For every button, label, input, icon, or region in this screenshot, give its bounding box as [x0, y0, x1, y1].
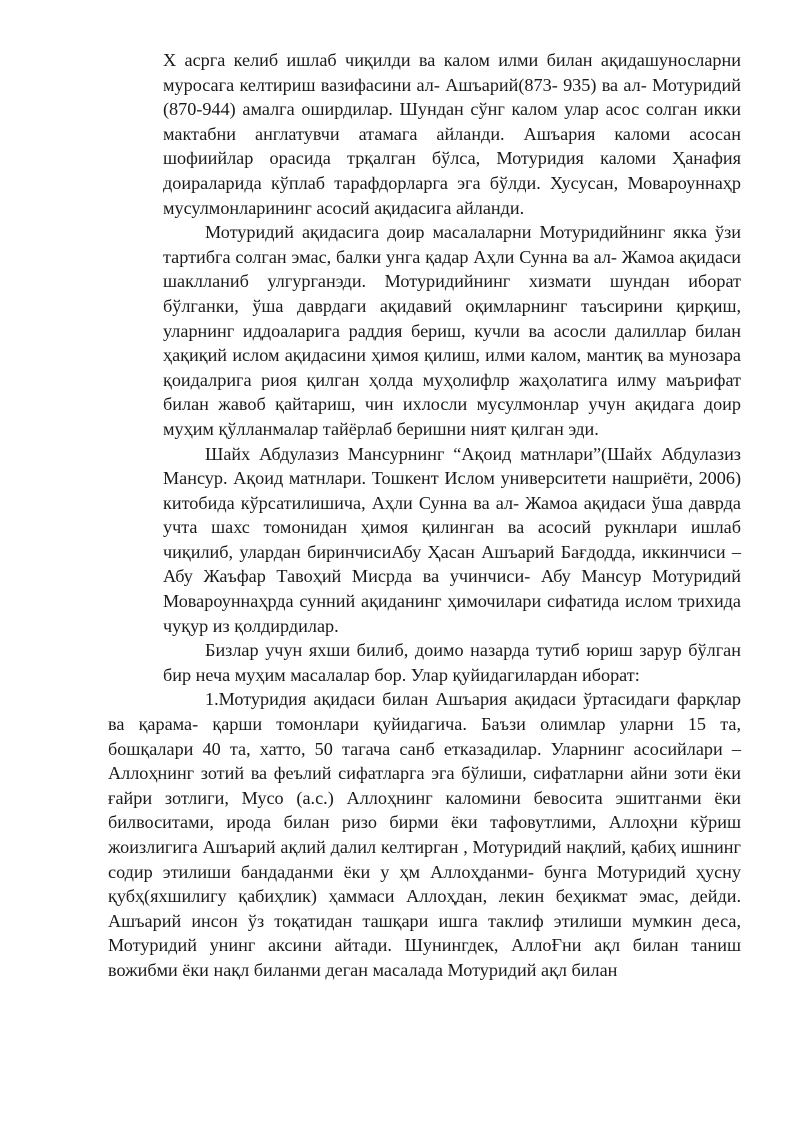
paragraph-2: Мотуридий ақидасига доир масалаларни Мотуридийнинг якка ўзи тартибга солган эмас, балки унга қадар Аҳли Сунна ва ал- Жамоа ақидаси шаклланиб улгурганэди. Мотуридийнинг хизмати шундан иборат бўлганки, ўша даврдаги ақидавий оқимларнинг таъсирини қирқиш, уларнинг иддоаларига раддия бериш, кучли ва асосли далиллар билан ҳақиқий ислом ақидасини ҳимоя қилиш, илми калом, мантиқ ва мунозара қоидалрига риоя қилган ҳолда муҳолифлр жаҳолатига илму маърифат билан жавоб қайтариш, чин ихлосли мусулмонлар учун ақидага доир муҳим қўлланмалар тайёрлаб беришни ният қилган эди. — [163, 222, 741, 439]
document-body — [108, 48, 741, 983]
paragraph-3: Шайх Абдулазиз Мансурнинг “Ақоид матнлари”(Шайх Абдулазиз Мансур. Ақоид матнлари. Тошкент Ислом университети нашриёти, 2006) китобида кўрсатилишича, Аҳли Сунна ва ал- Жамоа ақидаси ўша даврда учта шахс томонидан ҳимоя қилинган ва асосий рукнлари ишлаб чиқилиб, улардан биринчисиАбу Ҳасан Ашъарий Бағдодда, иккинчиси – Абу Жаъфар Тавоҳий Мисрда ва учинчиси- Абу Мансур Мотуридий Мовароуннаҳрда сунний ақиданинг ҳимочилари сифатида ислом трихида чуқур из қолдирдилар. — [163, 443, 741, 636]
paragraph-5: 1.Мотуридия ақидаси билан Ашъария ақидаси ўртасидаги фарқлар ва қарама- қарши томонлари қуйидагича. Баъзи олимлар уларни 15 та, бошқалари 40 та, хатто, 50 тагача санб етказадилар. Уларнинг асосийлари – Аллоҳнинг зотий ва феълий сифатларга эга бўлиши, сифатларни айни зоти ёки ғайри зотлиги, Мусо (а.с.) Аллоҳнинг каломини бевосита эшитганми ёки билвоситами, ирода билан ризо бирми ёки тафовутлими, Аллоҳни кўриш жоизлигига Ашъарий ақлий далил келтирган , Мотуридий нақлий, қабиҳ ишнинг содир этилиши бандаданми ёки у ҳм Аллоҳданми- бунга Мотуридий ҳусну қубҳ(яхшилигу қабиҳлик) ҳаммаси Аллоҳдан, лекин беҳикмат эмас, дейди. Ашъарий инсон ўз тоқатидан ташқари ишга таклиф этилиши мумкин деса, Мотуридий унинг аксини айтади. Шунингдек, АллоҒни ақл билан таниш вожибми ёки нақл биланми деган масалада Мотуридий ақл билан — [108, 689, 741, 980]
paragraph-4: Бизлар учун яхши билиб, доимо назарда тутиб юриш зарур бўлган бир неча муҳим масалалар бор. Улар қуйидагилардан иборат: — [163, 640, 741, 685]
paragraph-1: X асрга келиб ишлаб чиқилди ва калом илми билан ақидашуносларни муросага келтириш вазифасини ал- Ашъарий(873- 935) ва ал- Мотуридий (870-944) амалга оширдилар. Шундан сўнг калом улар асос солган икки мактабни англатувчи атамага айланди. Ашъария каломи асосан шофиийлар орасида трқалган бўлса, Мотуридия каломи Ҳанафия доираларида кўплаб тарафдорларга эга бўлди. Хусусан, Мовароуннаҳр мусулмонларининг асосий ақидасига айланди. — [163, 50, 741, 218]
